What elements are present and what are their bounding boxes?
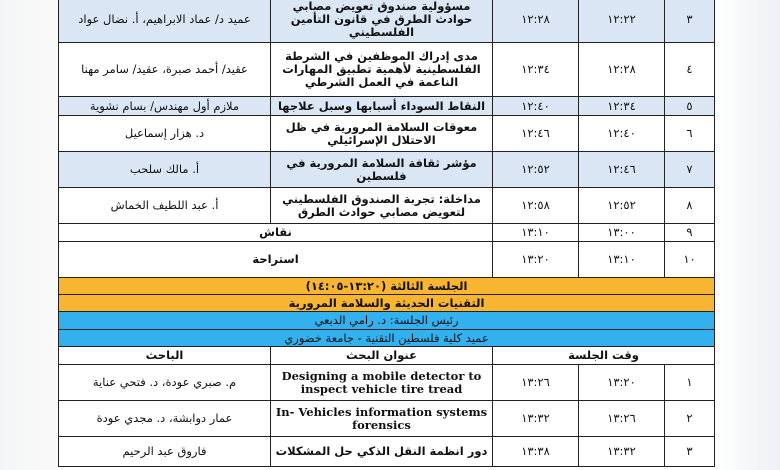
- header-row: [59, 347, 715, 365]
- researcher-name: م. صبري عودة، د. فتحي عناية: [59, 365, 271, 401]
- start-time: ١٣:١٠: [579, 242, 665, 278]
- researcher-name: عميد د/ عماد الابراهيم، أ. نضال عواد: [59, 0, 271, 43]
- paper-title: مدى إدراك الموظفين في الشرطة الفلسطينية لأهمية تطبيق المهارات الناعمة في العمل الشرطي: [271, 43, 493, 97]
- table-row: [59, 401, 715, 437]
- end-time: ١٣:١٠: [493, 224, 579, 242]
- paper-title: دور انظمة النقل الذكي حل المشكلات: [271, 437, 493, 467]
- table-row: [59, 97, 715, 116]
- table-row: [59, 188, 715, 224]
- end-time: ١٢:٤٦: [493, 116, 579, 152]
- paper-title: مؤشر ثقافة السلامة المرورية في فلسطين: [271, 152, 493, 188]
- session-chair-row: [59, 312, 715, 330]
- row-number: ٣: [665, 437, 715, 467]
- session-title-row: [59, 278, 715, 295]
- end-time: ١٢:٣٤: [493, 43, 579, 97]
- researcher-name: عمار دوابشة، د. مجدي عودة: [59, 401, 271, 437]
- session-title: الجلسة الثالثة (١٣:٢٠-١٤:٠٥): [59, 278, 715, 295]
- researcher-name: أ. مالك سلحب: [59, 152, 271, 188]
- start-time: ١٢:٥٢: [579, 188, 665, 224]
- start-time: ١٣:٣٢: [579, 437, 665, 467]
- header-title: عنوان البحث: [271, 347, 493, 365]
- session-topic-row: [59, 295, 715, 312]
- session-chair-affiliation: عميد كلية فلسطين التقنية - جامعة خضوري: [59, 330, 715, 347]
- session-chair: رئيس الجلسة: د. رامي الدبعي: [59, 312, 715, 330]
- schedule-table: [58, 0, 715, 467]
- table-row: [59, 437, 715, 467]
- table-row: [59, 43, 715, 97]
- table-row: [59, 224, 715, 242]
- break-label: نقاش: [59, 224, 493, 242]
- start-time: ١٢:٢٢: [579, 0, 665, 43]
- background-left: [0, 0, 58, 470]
- start-time: ١٢:٤٠: [579, 116, 665, 152]
- end-time: ١٣:٣٢: [493, 401, 579, 437]
- start-time: ١٣:٠٠: [579, 224, 665, 242]
- row-number: ٢: [665, 401, 715, 437]
- end-time: ١٢:٢٨: [493, 0, 579, 43]
- start-time: ١٣:٢٠: [579, 365, 665, 401]
- session-topic: التقنيات الحديثة والسلامة المرورية: [59, 295, 715, 312]
- row-number: ٥: [665, 97, 715, 116]
- row-number: ٨: [665, 188, 715, 224]
- row-number: ٧: [665, 152, 715, 188]
- researcher-name: ملازم أول مهندس/ بسام نشوية: [59, 97, 271, 116]
- end-time: ١٣:٢٦: [493, 365, 579, 401]
- table-row: [59, 116, 715, 152]
- row-number: ٩: [665, 224, 715, 242]
- start-time: ١٣:٢٦: [579, 401, 665, 437]
- session-chair-affiliation-row: [59, 330, 715, 347]
- end-time: ١٢:٥٨: [493, 188, 579, 224]
- table-row: [59, 365, 715, 401]
- researcher-name: أ. عبد اللطيف الخماش: [59, 188, 271, 224]
- row-number: ٦: [665, 116, 715, 152]
- paper-title: مداخلة: تجربة الصندوق الفلسطيني لتعويض مصابي حوادث الطرق: [271, 188, 493, 224]
- paper-title: Designing a mobile detector to inspect vehicle tire tread: [271, 365, 493, 401]
- end-time: ١٣:٣٨: [493, 437, 579, 467]
- start-time: ١٢:٣٤: [579, 97, 665, 116]
- schedule-body: [59, 0, 715, 467]
- background-right: [714, 0, 780, 470]
- break-label: استراحة: [59, 242, 493, 278]
- table-row: [59, 0, 715, 43]
- start-time: ١٢:٢٨: [579, 43, 665, 97]
- start-time: ١٢:٤٦: [579, 152, 665, 188]
- end-time: ١٢:٥٢: [493, 152, 579, 188]
- researcher-name: د. هزار إسماعيل: [59, 116, 271, 152]
- header-time: وقت الجلسة: [493, 347, 715, 365]
- researcher-name: فاروق عبد الرحيم: [59, 437, 271, 467]
- row-number: ٤: [665, 43, 715, 97]
- row-number: ١٠: [665, 242, 715, 278]
- paper-title: معوقات السلامة المرورية في ظل الاحتلال الإسرائيلي: [271, 116, 493, 152]
- row-number: ٣: [665, 0, 715, 43]
- table-row: [59, 242, 715, 278]
- end-time: ١٣:٢٠: [493, 242, 579, 278]
- paper-title: النقاط السوداء أسبابها وسبل علاجها: [271, 97, 493, 116]
- header-researcher: الباحث: [59, 347, 271, 365]
- row-number: ١: [665, 365, 715, 401]
- table-row: [59, 152, 715, 188]
- paper-title: مسؤولية صندوق تعويض مصابي حوادث الطرق في قانون التأمين الفلسطيني: [271, 0, 493, 43]
- paper-title: In- Vehicles information systems forensics: [271, 401, 493, 437]
- researcher-name: عقيد/ أحمد صبرة، عقيد/ سامر مهنا: [59, 43, 271, 97]
- end-time: ١٢:٤٠: [493, 97, 579, 116]
